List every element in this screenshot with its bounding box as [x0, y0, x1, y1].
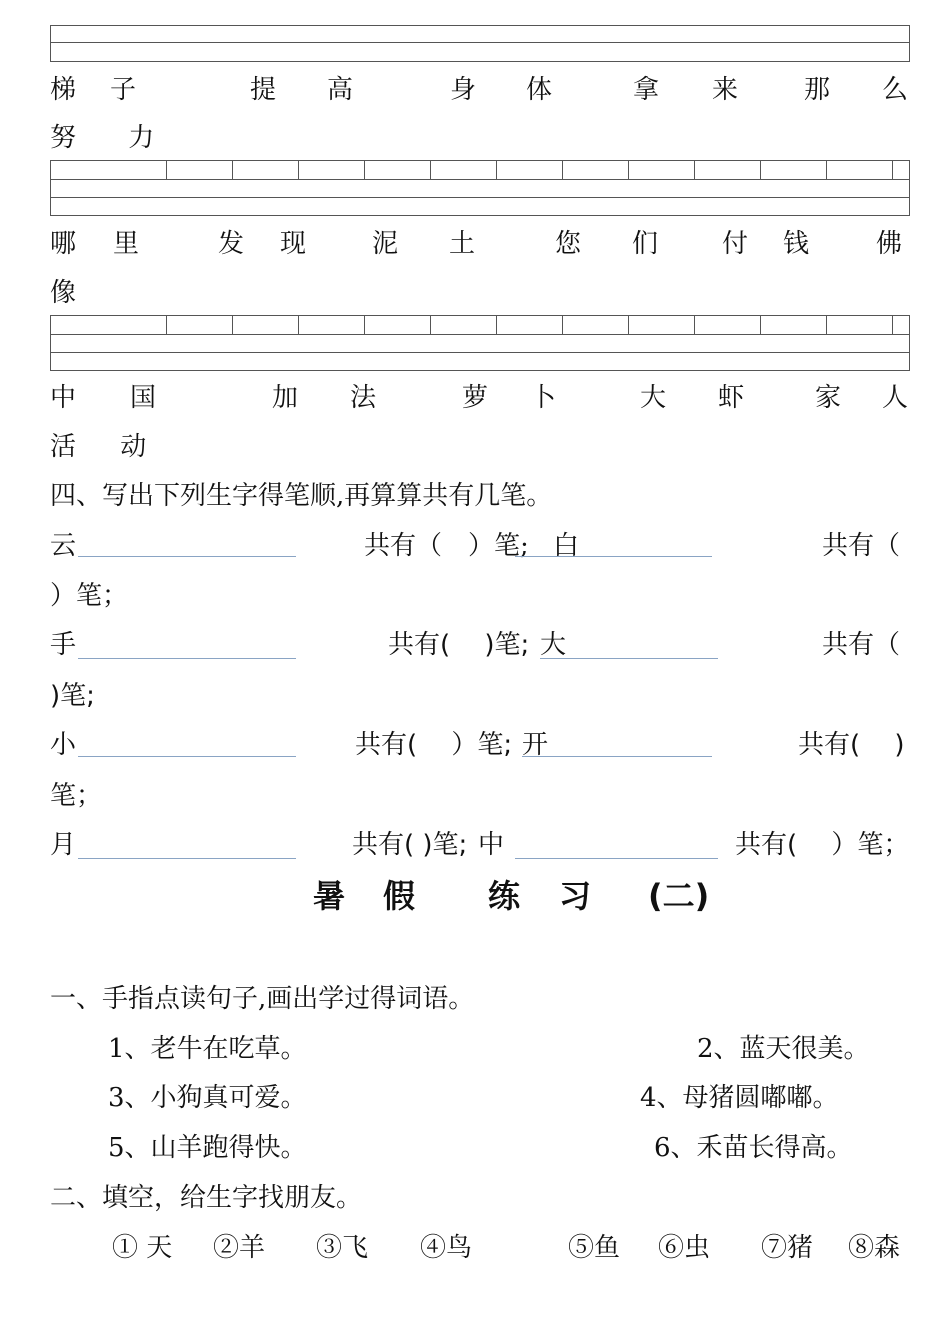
word-char: 您 [555, 229, 582, 259]
friend-char: ⑥虫 [658, 1233, 711, 1263]
pinyin-grid [50, 160, 910, 216]
answer-blank[interactable] [515, 556, 712, 557]
stroke-count-wrap: )笔; [50, 681, 95, 711]
friend-char: ②羊 [213, 1233, 266, 1263]
word-char: 们 [632, 229, 659, 259]
word-char: 虾 [718, 383, 745, 413]
word-char: 加 [272, 383, 299, 413]
word-char: 萝 [462, 383, 489, 413]
word-char: 体 [526, 75, 553, 105]
pinyin-line [51, 316, 909, 335]
answer-blank[interactable] [522, 756, 712, 757]
answer-blank[interactable] [540, 658, 718, 659]
section-heading: 一、手指点读句子,画出学过得词语。 [50, 984, 475, 1014]
stroke-count: 共有（ ）笔; [364, 531, 529, 561]
word-char: 拿 [633, 75, 660, 105]
pinyin-line [51, 353, 909, 370]
word-char: 么 [882, 75, 909, 105]
word-char: 卜 [530, 383, 557, 413]
word-char: 钱 [783, 229, 810, 259]
stroke-count: 共有( )笔; [352, 830, 468, 860]
word-char: 现 [280, 229, 307, 259]
stroke-char: 手 [50, 630, 77, 660]
pinyin-grid [50, 315, 910, 371]
word-row-overflow: 努 力 [50, 123, 177, 153]
stroke-char: 大 [540, 630, 567, 660]
stroke-count: 共有( ) [798, 730, 905, 760]
word-char: 身 [450, 75, 477, 105]
stroke-count: 共有( ）笔; [355, 730, 513, 760]
pinyin-line [51, 26, 909, 43]
word-char: 发 [218, 229, 245, 259]
section-heading: 四、写出下列生字得笔顺,再算算共有几笔。 [50, 481, 553, 511]
word-char: 法 [350, 383, 377, 413]
title-part: 习 [559, 877, 592, 915]
word-char: 佛 [876, 229, 903, 259]
answer-blank[interactable] [78, 756, 296, 757]
word-char: 家 [815, 383, 842, 413]
title-part: (二) [648, 877, 710, 915]
word-char: 高 [327, 75, 354, 105]
word-row [50, 224, 910, 264]
stroke-count-wrap: ）笔； [50, 581, 129, 611]
sentence-item: 5、山羊跑得快。 [108, 1133, 307, 1163]
word-char: 梯 [50, 75, 77, 105]
word-char: 来 [712, 75, 739, 105]
answer-blank[interactable] [515, 858, 718, 859]
stroke-char: 小 [50, 730, 77, 760]
sentence-item: 2、蓝天很美。 [697, 1034, 870, 1064]
sentence-item: 4、母猪圆嘟嘟。 [640, 1083, 839, 1113]
stroke-count: 共有( ）笔； [735, 830, 910, 860]
friend-char: ① 天 [112, 1233, 173, 1263]
word-char: 国 [130, 383, 157, 413]
word-char: 付 [722, 229, 749, 259]
stroke-count: 共有( )笔; [388, 630, 530, 660]
pinyin-line [51, 335, 909, 353]
word-row-overflow: 活 动 [50, 432, 165, 462]
sentence-item: 1、老牛在吃草。 [108, 1034, 307, 1064]
pinyin-line [51, 161, 909, 180]
word-char: 土 [449, 229, 476, 259]
word-row [50, 70, 910, 110]
stroke-count: 共有（ [822, 531, 901, 561]
word-char: 子 [110, 75, 137, 105]
stroke-char: 月 [50, 830, 77, 860]
section-heading: 二、填空，给生字找朋友。 [50, 1183, 363, 1213]
answer-blank[interactable] [78, 658, 296, 659]
friend-char: ④鸟 [420, 1233, 473, 1263]
friend-char: ③飞 [316, 1233, 369, 1263]
title-part: 练 [488, 877, 521, 915]
pinyin-line [51, 198, 909, 215]
answer-blank[interactable] [78, 556, 296, 557]
stroke-char: 开 [522, 730, 549, 760]
word-char: 那 [804, 75, 831, 105]
stroke-char: 中 [478, 830, 505, 860]
sentence-item: 3、小狗真可爱。 [108, 1083, 307, 1113]
pinyin-grid [50, 25, 910, 62]
friend-char: ⑦猪 [761, 1233, 814, 1263]
word-char: 哪 [50, 229, 77, 259]
word-row-overflow: 像 [50, 278, 77, 308]
friend-char: ⑤鱼 [568, 1233, 621, 1263]
pinyin-line [51, 180, 909, 198]
sentence-item: 6、禾苗长得高。 [654, 1133, 853, 1163]
stroke-count: 共有（ [822, 630, 901, 660]
word-char: 提 [250, 75, 277, 105]
word-char: 人 [882, 383, 909, 413]
word-char: 泥 [372, 229, 399, 259]
word-char: 中 [50, 383, 77, 413]
word-char: 大 [640, 383, 667, 413]
stroke-char: 白 [553, 531, 580, 561]
stroke-char: 云 [50, 531, 77, 561]
friend-char: ⑧森 [848, 1233, 901, 1263]
title-part: 假 [383, 877, 416, 915]
word-row [50, 378, 910, 418]
answer-blank[interactable] [78, 858, 296, 859]
page-title [0, 872, 950, 920]
title-part: 暑 [313, 877, 346, 915]
pinyin-line [51, 43, 909, 60]
stroke-count-wrap: 笔； [50, 781, 103, 811]
word-char: 里 [113, 229, 140, 259]
